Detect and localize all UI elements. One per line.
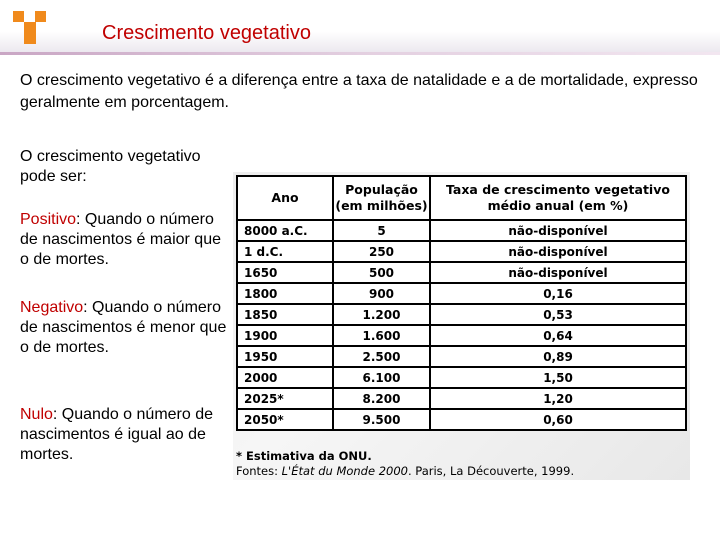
- subtitle-text: O crescimento vegetativo pode ser:: [20, 148, 201, 185]
- table-cell-rate: 0,16: [430, 283, 686, 304]
- table-row: [237, 220, 686, 241]
- table-cell-rate: não-disponível: [430, 262, 686, 283]
- table-cell-pop: 8.200: [333, 388, 430, 409]
- table-row: [237, 262, 686, 283]
- definition-null: [20, 405, 230, 465]
- definition-negative: [20, 298, 230, 358]
- header-divider: [0, 52, 720, 55]
- table-cell-year: 1 d.C.: [237, 241, 333, 262]
- column-header-population: População (em milhões): [333, 176, 430, 220]
- table-cell-year: 2025*: [237, 388, 333, 409]
- population-table: [236, 175, 687, 431]
- table-cell-pop: 5: [333, 220, 430, 241]
- definition-term: Nulo: [20, 406, 53, 423]
- column-header-year: Ano: [237, 176, 333, 220]
- table-row: [237, 304, 686, 325]
- table-cell-pop: 2.500: [333, 346, 430, 367]
- table-cell-rate: 1,20: [430, 388, 686, 409]
- table-cell-pop: 9.500: [333, 409, 430, 430]
- definition-term: Negativo: [20, 299, 84, 316]
- table-cell-year: 2050*: [237, 409, 333, 430]
- table-cell-year: 1950: [237, 346, 333, 367]
- table-cell-pop: 1.200: [333, 304, 430, 325]
- table-cell-year: 1800: [237, 283, 333, 304]
- table-row: [237, 367, 686, 388]
- table-cell-year: 2000: [237, 367, 333, 388]
- table-row: [237, 388, 686, 409]
- table-cell-pop: 500: [333, 262, 430, 283]
- estimate-note: * Estimativa da ONU.: [236, 449, 372, 463]
- table-cell-rate: não-disponível: [430, 220, 686, 241]
- table-cell-year: 1650: [237, 262, 333, 283]
- source-suffix: . Paris, La Découverte, 1999.: [407, 464, 575, 478]
- table-cell-year: 1850: [237, 304, 333, 325]
- table-row: [237, 346, 686, 367]
- definition-text: : Quando o número de nascimentos é igual ao de mortes.: [20, 406, 214, 463]
- table-notes: [236, 449, 574, 479]
- table-cell-pop: 900: [333, 283, 430, 304]
- table-cell-rate: não-disponível: [430, 241, 686, 262]
- table-row: [237, 241, 686, 262]
- definition-positive: [20, 210, 230, 270]
- source-title: L'État du Monde 2000: [281, 464, 408, 478]
- page-title: Crescimento vegetativo: [102, 22, 311, 44]
- table-cell-rate: 0,53: [430, 304, 686, 325]
- column-header-rate: Taxa de crescimento vegetativo médio anual (em %): [430, 176, 686, 220]
- table-cell-rate: 1,50: [430, 367, 686, 388]
- table-row: [237, 325, 686, 346]
- table-cell-pop: 1.600: [333, 325, 430, 346]
- table-cell-pop: 250: [333, 241, 430, 262]
- table-row: [237, 409, 686, 430]
- intro-paragraph: O crescimento vegetativo é a diferença entre a taxa de natalidade e a de mortalidade, expresso geralmente em porcentagem.: [20, 72, 698, 111]
- table-cell-rate: 0,89: [430, 346, 686, 367]
- source-prefix: Fontes:: [236, 464, 282, 478]
- logo-icon: [10, 8, 50, 44]
- table-header-row: [237, 176, 686, 220]
- definition-text: : Quando o número de nascimentos é maior que o de mortes.: [20, 211, 221, 268]
- definition-text: : Quando o número de nascimentos é menor que o de mortes.: [20, 299, 227, 356]
- table-cell-year: 8000 a.C.: [237, 220, 333, 241]
- table-cell-rate: 0,60: [430, 409, 686, 430]
- table-cell-rate: 0,64: [430, 325, 686, 346]
- table-cell-pop: 6.100: [333, 367, 430, 388]
- table-cell-year: 1900: [237, 325, 333, 346]
- table-row: [237, 283, 686, 304]
- source-note: [236, 464, 574, 479]
- definition-term: Positivo: [20, 211, 77, 228]
